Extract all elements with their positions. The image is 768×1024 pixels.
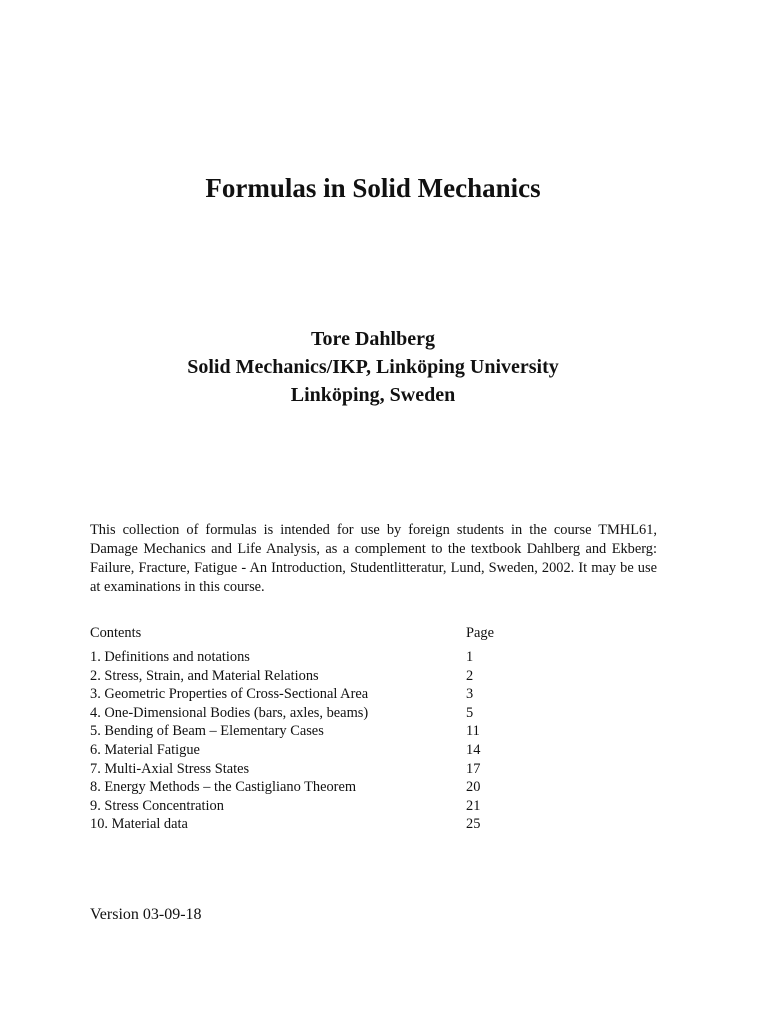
toc-item [90,815,570,834]
toc-item [90,797,570,816]
document-title: Formulas in Solid Mechanics [205,173,541,203]
toc-item-page: 3 [466,686,474,703]
toc-item-title: 6. Material Fatigue [90,741,200,758]
toc-item-title: 2. Stress, Strain, and Material Relations [90,667,319,684]
toc-item-title: 10. Material data [90,816,188,833]
toc-item-title: 3. Geometric Properties of Cross-Sectional Area [90,686,369,703]
author-name: Tore Dahlberg [311,328,435,350]
toc-item-page: 17 [466,760,481,777]
toc-item [90,778,570,797]
toc-item-title: 8. Energy Methods – the Castigliano Theorem [90,779,357,796]
toc-item [90,667,570,686]
author-location: Linköping, Sweden [290,384,456,406]
toc-item-title: 7. Multi-Axial Stress States [90,760,250,777]
toc-item [90,648,570,667]
toc-item-page: 21 [466,797,481,814]
page-column-heading: Page [466,625,494,641]
toc-item [90,685,570,704]
toc-item [90,741,570,760]
toc-item-page: 1 [466,649,474,665]
toc-item-page: 25 [466,816,481,833]
author-block [0,325,746,409]
toc-item [90,760,570,779]
author-affiliation: Solid Mechanics/IKP, Linköping University [187,356,559,378]
table-of-contents [90,648,570,834]
version-label: Version 03-09-18 [90,906,202,923]
toc-item-title: 9. Stress Concentration [90,797,224,814]
toc-item-page: 2 [466,667,474,684]
toc-item-page: 11 [466,723,480,740]
toc-item-page: 5 [466,704,474,721]
contents-header [90,624,570,643]
toc-item [90,704,570,723]
toc-item [90,722,570,741]
toc-item-page: 20 [466,779,481,796]
toc-item-title: 5. Bending of Beam – Elementary Cases [90,723,324,740]
toc-item-title: 4. One-Dimensional Bodies (bars, axles, beams) [90,704,369,721]
toc-item-title: 1. Definitions and notations [90,649,250,665]
contents-heading: Contents [90,625,142,641]
toc-item-page: 14 [466,741,481,758]
intro-paragraph: This collection of formulas is intended for use by foreign students in the course TMHL61, Damage Mechanics and Life Analysis, as a complement to the textbook Dahlberg and Ekberg: Failure, Fracture, Fatigue - An Introduction, Studentlitteratur, Lund, Sweden, 2002. It may be use at examinations in this course. [90,522,657,595]
